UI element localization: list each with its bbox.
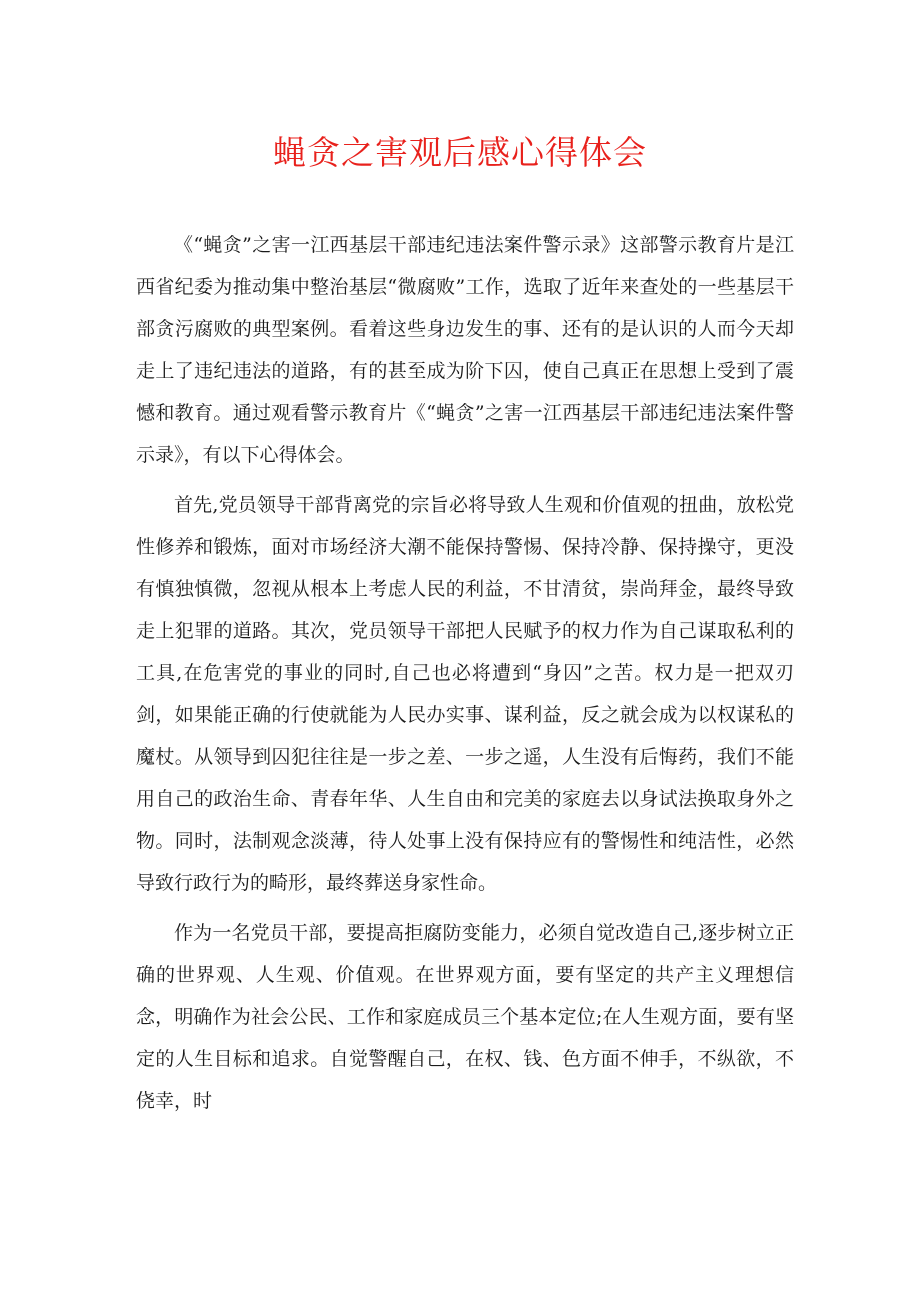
paragraph-analysis: 首先,党员领导干部背离党的宗旨必将导致人生观和价值观的扭曲，放松党性修养和锻炼，面对市场经济大潮不能保持警惕、保持冷静、保持操守，更没有慎独慎微，忽视从根本上考虑人民的利益，不甘清贫，崇尚拜金，最终导致走上犯罪的道路。其次，党员领导干部把人民赋予的权力作为自己谋取私利的工具,在危害党的事业的同时,自己也必将遭到“身囚”之苦。权力是一把双刃剑，如果能正确的行使就能为人民办实事、谋利益，反之就会成为以权谋私的魔杖。从领导到囚犯往往是一步之差、一步之遥，人生没有后悔药，我们不能用自己的政治生命、青春年华、人生自由和完美的家庭去以身试法换取身外之物。同时，法制观念淡薄，待人处事上没有保持应有的警惕性和纯洁性，必然导致行政行为的畸形，最终葬送身家性命。: [136, 494, 794, 894]
page-title: 蝇贪之害观后感心得体会: [273, 133, 647, 172]
document-body: [136, 224, 794, 1122]
paragraph-intro: 《“蝇贪”之害一江西基层干部违纪违法案件警示录》这部警示教育片是江西省纪委为推动集中整治基层“微腐败”工作，选取了近年来查处的一些基层干部贪污腐败的典型案例。看着这些身边发生的事、还有的是认识的人而今天却走上了违纪违法的道路，有的甚至成为阶下囚，使自己真正在思想上受到了震憾和教育。通过观看警示教育片《“蝇贪”之害一江西基层干部违纪违法案件警示录》，有以下心得体会。: [136, 234, 794, 466]
paragraph-reflection: 作为一名党员干部，要提高拒腐防变能力，必须自觉改造自己,逐步树立正确的世界观、人生观、价值观。在世界观方面，要有坚定的共产主义理想信念，明确作为社会公民、工作和家庭成员三个基本定位;在人生观方面，要有坚定的人生目标和追求。自觉警醒自己，在权、钱、色方面不伸手，不纵欲，不侥幸，时: [136, 922, 794, 1112]
